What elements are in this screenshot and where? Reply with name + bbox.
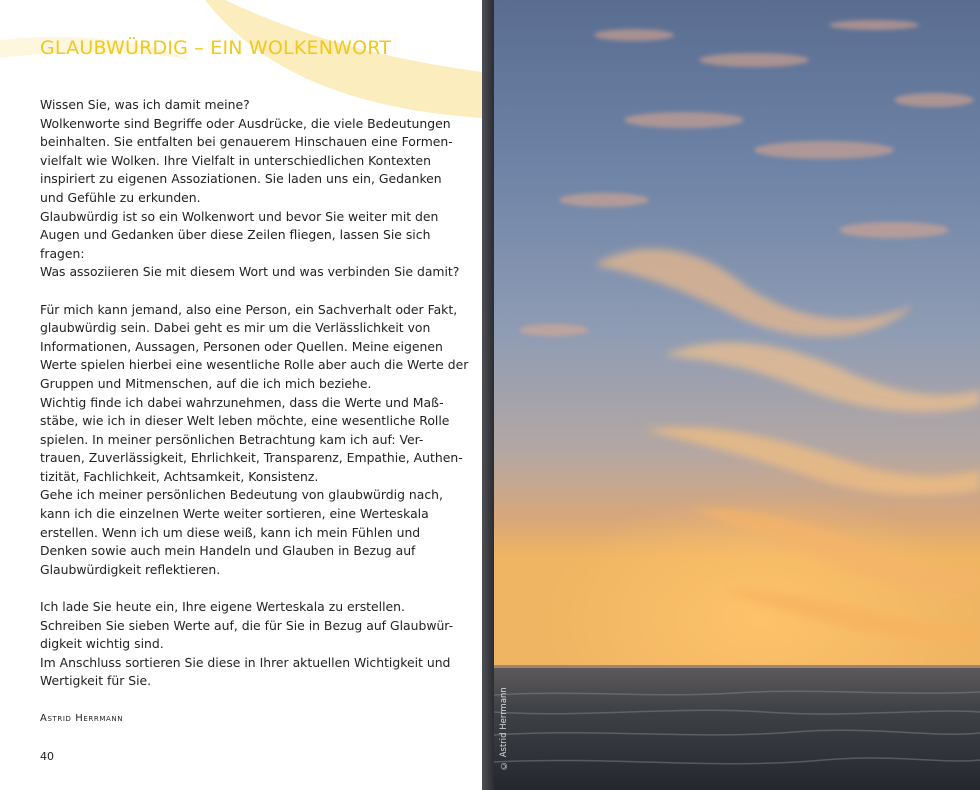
left-page (0, 0, 482, 790)
text-line: Schreiben Sie sieben Werte auf, die für Sie in Bezug auf Glaubwür- (40, 617, 454, 633)
text-line: Wissen Sie, was ich damit meine? (40, 97, 250, 112)
text-line: Denken sowie auch mein Handeln und Glauben in Bezug auf (40, 543, 416, 559)
text-line: trauen, Zuverlässigkeit, Ehrlichkeit, Transparenz, Empathie, Authen- (40, 450, 463, 466)
text-line: beinhalten. Sie entfalten bei genauerem Hinschauen eine Formen- (40, 134, 453, 150)
text-line: Glaubwürdigkeit reflektieren. (40, 561, 221, 577)
text-line: Augen und Gedanken über diese Zeilen fliegen, lassen Sie sich (40, 227, 431, 243)
author-name: Astrid Herrmann (40, 713, 124, 724)
article-body (40, 96, 470, 691)
text-line: Was assoziieren Sie mit diesem Wort und was verbinden Sie damit? (40, 264, 460, 280)
text-line: tizität, Fachlichkeit, Achtsamkeit, Konsistenz. (40, 468, 319, 484)
text-line: und Gefühle zu erkunden. (40, 189, 201, 205)
text-line: spielen. In meiner persönlichen Betrachtung kam ich auf: Ver- (40, 431, 424, 447)
text-line: Gehe ich meiner persönlichen Bedeutung von glaubwürdig nach, (40, 487, 443, 503)
text-line: Glaubwürdig ist so ein Wolkenwort und bevor Sie weiter mit den (40, 208, 439, 224)
text-line: Gruppen und Mitmenschen, auf die ich mich beziehe. (40, 375, 372, 391)
text-line: kann ich die einzelnen Werte weiter sortieren, eine Werteskala (40, 506, 429, 522)
text-line: Wertigkeit für Sie. (40, 673, 152, 689)
text-line: digkeit wichtig sind. (40, 636, 164, 652)
text-line: Für mich kann jemand, also eine Person, ein Sachverhalt oder Fakt, (40, 301, 458, 317)
text-line: Wolkenworte sind Begriffe oder Ausdrücke, die viele Bedeutungen (40, 115, 451, 131)
sunset-photo (494, 0, 980, 790)
text-line: glaubwürdig sein. Dabei geht es mir um die Verlässlichkeit von (40, 320, 431, 336)
page-title: GLAUBWÜRDIG – EIN WOLKENWORT (40, 37, 392, 59)
text-line: inspiriert zu eigenen Assoziationen. Sie laden uns ein, Gedanken (40, 171, 442, 187)
paragraph-gap (40, 579, 470, 598)
paragraph-gap (40, 282, 470, 301)
photo-credit: © Astrid Herrmann (499, 687, 509, 770)
text-line: stäbe, wie ich in dieser Welt leben möchte, eine wesentliche Rolle (40, 413, 450, 429)
text-line: Informationen, Aussagen, Personen oder Quellen. Meine eigenen (40, 338, 443, 354)
text-line: Im Anschluss sortieren Sie diese in Ihrer aktuellen Wichtigkeit und (40, 654, 451, 670)
text-line: Ich lade Sie heute ein, Ihre eigene Werteskala zu erstellen. (40, 599, 405, 615)
text-line: erstellen. Wenn ich um diese weiß, kann ich mein Fühlen und (40, 524, 421, 540)
sunset-sea-image (494, 0, 980, 790)
text-line: vielfalt wie Wolken. Ihre Vielfalt in unterschiedlichen Kontexten (40, 152, 432, 168)
book-gutter (482, 0, 494, 790)
text-line: Werte spielen hierbei eine wesentliche Rolle aber auch die Werte der (40, 357, 469, 373)
page-number: 40 (40, 750, 54, 763)
text-line: fragen: (40, 245, 85, 261)
text-line: Wichtig finde ich dabei wahrzunehmen, dass die Werte und Maß- (40, 394, 444, 410)
